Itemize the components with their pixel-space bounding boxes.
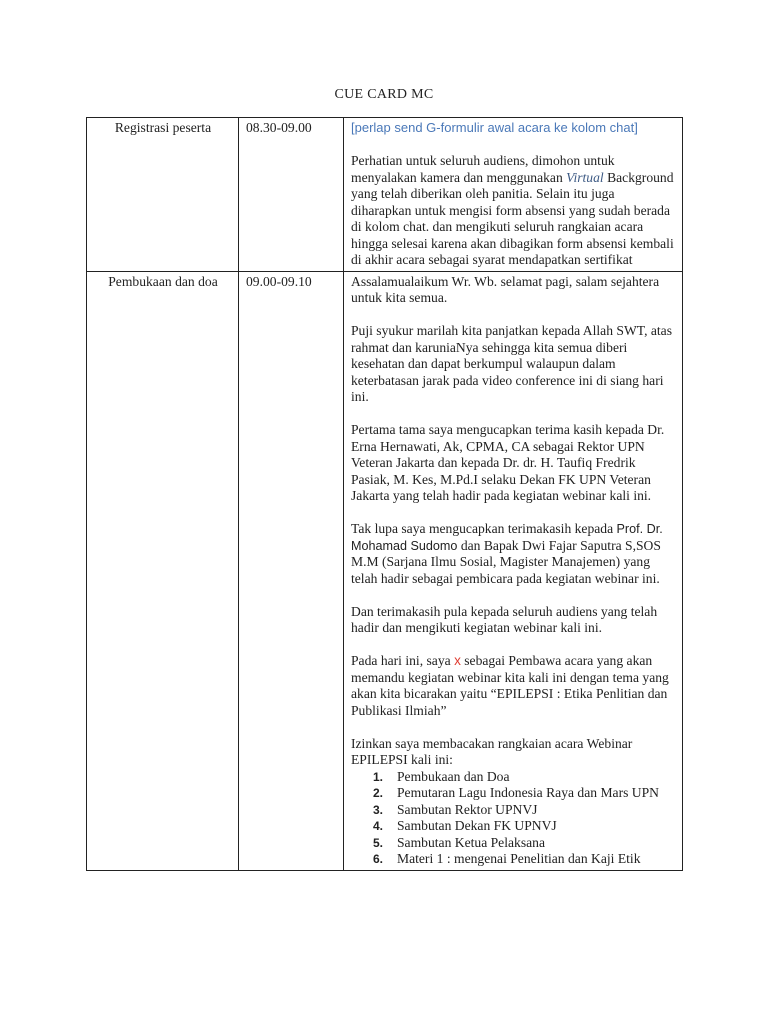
list-item: 6. Materi 1 : mengenai Penelitian dan Kaji Etik — [373, 851, 641, 866]
script-paragraph: Perhatian untuk seluruh audiens, dimohon untuk menyalakan kamera dan menggunakan Virtual Background yang telah diberikan oleh panitia. Selain itu juga diharapkan untuk mengisi form absensi yang sudah berada di kolom chat. dan mengikuti seluruh rangkaian acara hingga selesai karena akan dibagikan form absensi kembali di akhir acara sebagai syarat mendapatkan sertifikat — [351, 153, 674, 267]
activity-cell: Registrasi peserta — [87, 118, 239, 272]
speaker-name: Prof. Dr. Mohamad Sudomo — [351, 522, 663, 553]
list-item: 1. Pembukaan dan Doa — [373, 768, 510, 784]
table-row — [87, 118, 683, 272]
script-paragraph: Tak lupa saya mengucapkan terimakasih kepada Prof. Dr. Mohamad Sudomo dan Bapak Dwi Fajar Saputra S,SOS M.M (Sarjana Ilmu Sosial, Magister Manajemen) yang telah hadir sebagai pembicara pada kegiatan webinar ini. — [351, 521, 663, 586]
script-cell — [344, 118, 683, 272]
script-paragraph: Pertama tama saya mengucapkan terima kasih kepada Dr. Erna Hernawati, Ak, CPMA, CA sebagai Rektor UPN Veteran Jakarta dan kepada Dr. dr. H. Taufiq Fredrik Pasiak, M. Kes, M.Pd.I selaku Dekan FK UPN Veteran Jakarta yang telah hadir pada kegiatan webinar kali ini. — [351, 422, 665, 503]
list-item: 4. Sambutan Dekan FK UPNVJ — [373, 818, 557, 833]
document-title: CUE CARD MC — [334, 87, 434, 102]
script-paragraph: Assalamualaikum Wr. Wb. selamat pagi, salam sejahtera untuk kita semua. — [351, 273, 660, 305]
script-cell — [344, 271, 683, 870]
list-item: 5. Sambutan Ketua Pelaksana — [373, 834, 545, 850]
list-item: 2. Pemutaran Lagu Indonesia Raya dan Mars UPN — [373, 785, 659, 800]
script-paragraph: Pada hari ini, saya x sebagai Pembawa acara yang akan memandu kegiatan webinar kita kali ini dengan tema yang akan kita bicarakan yaitu “EPILEPSI : Etika Penlitian dan Publikasi Ilmiah” — [351, 653, 669, 718]
time-cell: 08.30-09.00 — [239, 118, 344, 272]
list-item: 3. Sambutan Rektor UPNVJ — [373, 801, 538, 817]
activity-cell: Pembukaan dan doa — [87, 271, 239, 870]
time-cell: 09.00-09.10 — [239, 271, 344, 870]
script-paragraph: Puji syukur marilah kita panjatkan kepada Allah SWT, atas rahmat dan karuniaNya sehingga kita semua diberi kesehatan dan dapat berkumpul walaupun dalam keterbatasan jarak pada video conference ini di siang hari ini. — [351, 323, 673, 404]
stage-note: [perlap send G-formulir awal acara ke kolom chat] — [351, 120, 638, 135]
script-paragraph: Dan terimakasih pula kepada seluruh audiens yang telah hadir dan mengikuti kegiatan webinar kali ini. — [351, 603, 658, 635]
mc-name-placeholder: x — [454, 653, 461, 668]
virtual-word: Virtual — [566, 169, 604, 185]
table-row — [87, 271, 683, 870]
cue-card-table — [86, 117, 683, 871]
agenda-list — [351, 769, 676, 868]
script-paragraph: Izinkan saya membacakan rangkaian acara Webinar EPILEPSI kali ini: — [351, 735, 633, 767]
